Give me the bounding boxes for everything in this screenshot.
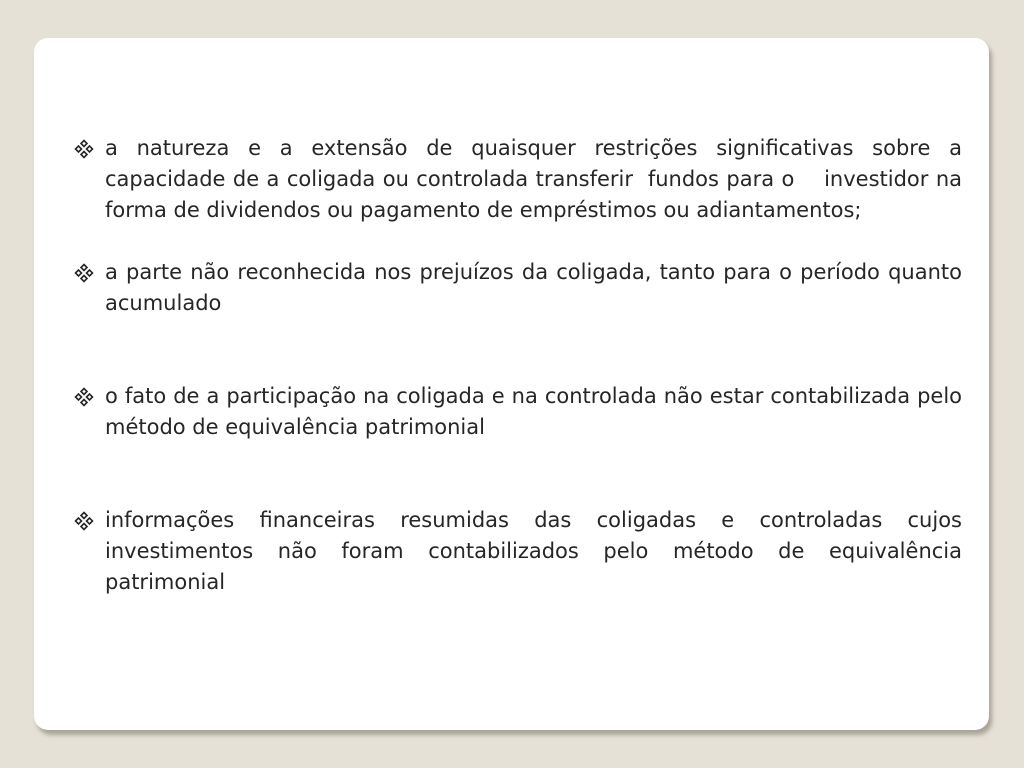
bullet-item	[74, 133, 969, 226]
slide-card	[34, 38, 989, 730]
bullet-item	[74, 257, 969, 319]
bullet-list	[74, 133, 969, 598]
diamond-bullet-icon	[74, 511, 94, 531]
bullet-text: a natureza e a extensão de quaisquer restrições significativas sobre a capacidade de a coligada ou controlada transferir fundos para o investidor na forma de dividendos ou pagamento de empréstimos ou adiantamentos;	[105, 136, 969, 222]
bullet-item	[74, 505, 969, 598]
diamond-bullet-icon	[74, 139, 94, 159]
bullet-text: o fato de a participação na coligada e na controlada não estar contabilizada pelo método de equivalência patrimonial	[105, 384, 969, 439]
bullet-text: a parte não reconhecida nos prejuízos da coligada, tanto para o período quanto acumulado	[105, 260, 969, 315]
bullet-text: informações financeiras resumidas das coligadas e controladas cujos investimentos não foram contabilizados pelo método de equivalência patrimonial	[105, 508, 969, 594]
bullet-item	[74, 381, 969, 443]
diamond-bullet-icon	[74, 387, 94, 407]
diamond-bullet-icon	[74, 263, 94, 283]
